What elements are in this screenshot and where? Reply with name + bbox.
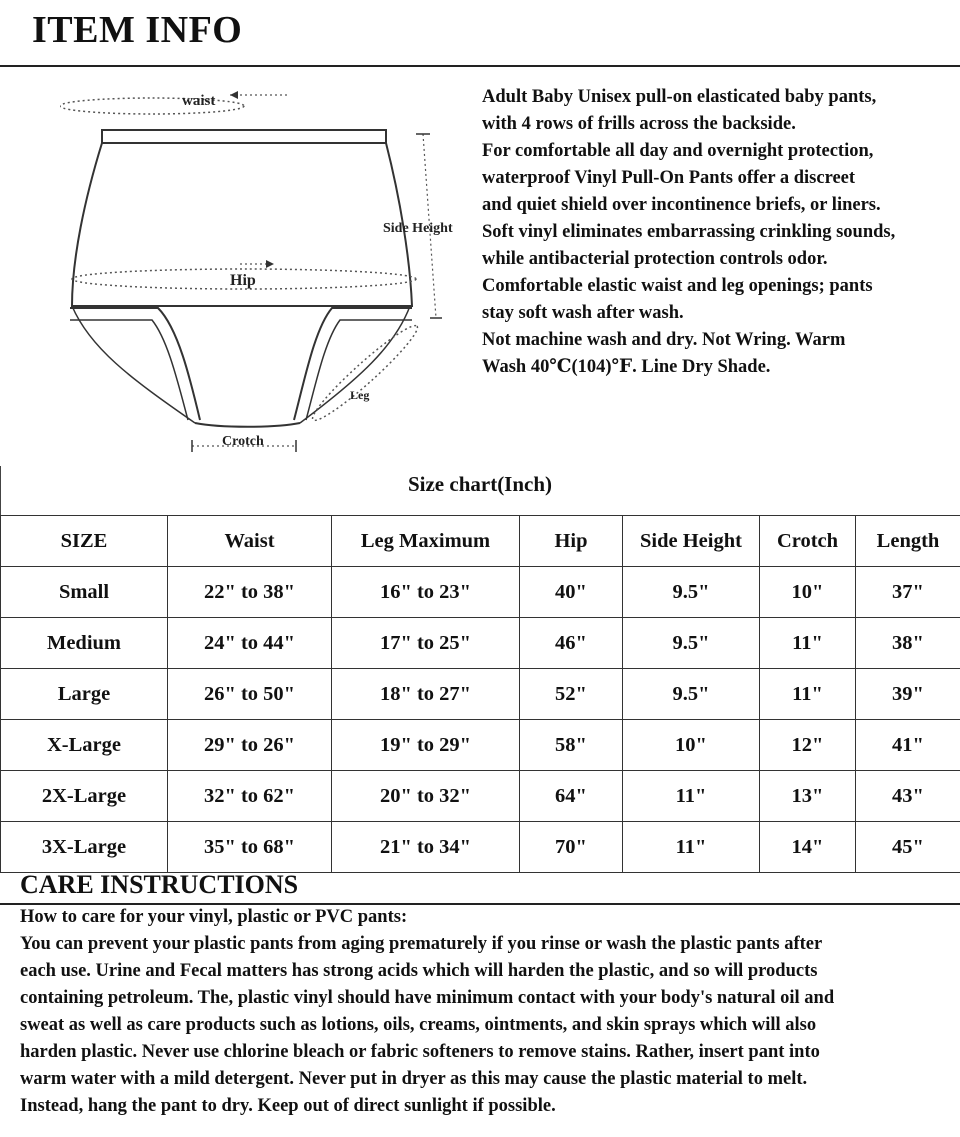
care-line: How to care for your vinyl, plastic or PVC pants: <box>20 907 408 927</box>
description-line: Not machine wash and dry. Not Wring. Warm <box>482 330 846 350</box>
size-chart-title: Size chart(Inch) <box>407 472 553 496</box>
header-size: SIZE <box>1 516 168 567</box>
table-cell: 58" <box>520 720 623 771</box>
care-line: sweat as well as care products such as lotions, oils, creams, ointments, and skin sprays which will also <box>20 1015 817 1035</box>
care-line: harden plastic. Never use chlorine bleach or fabric softeners to remove stains. Rather, insert pant into <box>20 1042 820 1062</box>
care-instructions-body <box>20 904 950 1120</box>
header-waist: Waist <box>168 516 332 567</box>
crotch-outline <box>195 423 300 427</box>
care-line: You can prevent your plastic pants from aging prematurely if you rinse or wash the plastic pants after <box>20 934 823 954</box>
leg-ellipse <box>306 319 423 428</box>
side-height-label: Side Height <box>383 221 453 236</box>
table-cell: Large <box>1 669 168 720</box>
table-cell: 14" <box>760 822 856 873</box>
description-line: Soft vinyl eliminates embarrassing crinkling sounds, <box>482 222 896 242</box>
table-cell: 11" <box>623 822 760 873</box>
waist-label: waist <box>182 93 216 109</box>
care-line: warm water with a mild detergent. Never put in dryer as this may cause the plastic material to melt. <box>20 1069 808 1089</box>
table-cell: 9.5" <box>623 567 760 618</box>
table-cell: 21" to 34" <box>332 822 520 873</box>
table-cell: 11" <box>760 669 856 720</box>
table-cell: 45" <box>856 822 960 873</box>
leg-opening-left <box>70 308 200 420</box>
table-cell: 41" <box>856 720 960 771</box>
crotch-label: Crotch <box>222 434 264 449</box>
page-title: ITEM INFO <box>32 9 243 51</box>
table-cell: 39" <box>856 669 960 720</box>
description-line: stay soft wash after wash. <box>482 303 684 323</box>
table-cell: 70" <box>520 822 623 873</box>
table-cell: 38" <box>856 618 960 669</box>
table-row <box>1 771 960 822</box>
table-cell: 2X-Large <box>1 771 168 822</box>
table-header-row <box>1 516 960 567</box>
description-line: waterproof Vinyl Pull-On Pants offer a discreet <box>482 168 856 188</box>
table-row <box>1 669 960 720</box>
table-cell: 17" to 25" <box>332 618 520 669</box>
table-cell: X-Large <box>1 720 168 771</box>
care-line: each use. Urine and Fecal matters has strong acids which will harden the plastic, and so will products <box>20 961 818 981</box>
size-chart-table <box>0 515 960 873</box>
table-cell: 37" <box>856 567 960 618</box>
leg-opening-right <box>294 308 412 420</box>
table-row <box>1 567 960 618</box>
leg-label: Leg <box>350 388 370 402</box>
table-cell: 9.5" <box>623 669 760 720</box>
care-line: containing petroleum. The, plastic vinyl should have minimum contact with your body's natural oil and <box>20 988 835 1008</box>
table-cell: 19" to 29" <box>332 720 520 771</box>
product-description <box>482 84 952 381</box>
table-cell: 12" <box>760 720 856 771</box>
waist-ellipse <box>60 98 244 114</box>
description-line: and quiet shield over incontinence briefs, or liners. <box>482 195 881 215</box>
table-cell: 29" to 26" <box>168 720 332 771</box>
pants-diagram-svg <box>60 78 480 458</box>
hip-label: Hip <box>230 272 256 289</box>
header-side-height: Side Height <box>623 516 760 567</box>
table-cell: 35" to 68" <box>168 822 332 873</box>
table-cell: 10" <box>760 567 856 618</box>
leg-opening-right-outer <box>300 306 410 423</box>
table-cell: 26" to 50" <box>168 669 332 720</box>
table-cell: 46" <box>520 618 623 669</box>
table-cell: 11" <box>623 771 760 822</box>
table-cell: Medium <box>1 618 168 669</box>
description-line: Adult Baby Unisex pull-on elasticated baby pants, <box>482 87 877 107</box>
description-line: with 4 rows of frills across the backside. <box>482 114 796 134</box>
table-cell: 22" to 38" <box>168 567 332 618</box>
table-row <box>1 822 960 873</box>
table-cell: 16" to 23" <box>332 567 520 618</box>
table-cell: 20" to 32" <box>332 771 520 822</box>
table-cell: 40" <box>520 567 623 618</box>
header-crotch: Crotch <box>760 516 856 567</box>
header-leg-maximum: Leg Maximum <box>332 516 520 567</box>
table-row <box>1 720 960 771</box>
care-line: Instead, hang the pant to dry. Keep out of direct sunlight if possible. <box>20 1096 556 1116</box>
leg-opening-left-outer <box>72 306 195 423</box>
header-divider <box>0 65 960 67</box>
waistband-outline <box>102 130 386 143</box>
description-line: while antibacterial protection controls odor. <box>482 249 828 269</box>
table-cell: 32" to 62" <box>168 771 332 822</box>
pants-measurement-diagram <box>60 78 480 458</box>
leg-opening-right-inner <box>306 320 412 420</box>
table-cell: 13" <box>760 771 856 822</box>
table-cell: 11" <box>760 618 856 669</box>
table-cell: 18" to 27" <box>332 669 520 720</box>
header-hip: Hip <box>520 516 623 567</box>
header-length: Length <box>856 516 960 567</box>
description-line: Wash 40℃(104)℉. Line Dry Shade. <box>482 357 771 377</box>
table-cell: 3X-Large <box>1 822 168 873</box>
care-instructions-title: CARE INSTRUCTIONS <box>20 870 299 899</box>
table-row <box>1 618 960 669</box>
table-cell: 52" <box>520 669 623 720</box>
table-cell: 24" to 44" <box>168 618 332 669</box>
table-cell: Small <box>1 567 168 618</box>
table-cell: 9.5" <box>623 618 760 669</box>
description-line: For comfortable all day and overnight protection, <box>482 141 874 161</box>
table-cell: 64" <box>520 771 623 822</box>
table-cell: 43" <box>856 771 960 822</box>
description-line: Comfortable elastic waist and leg openings; pants <box>482 276 873 296</box>
table-cell: 10" <box>623 720 760 771</box>
